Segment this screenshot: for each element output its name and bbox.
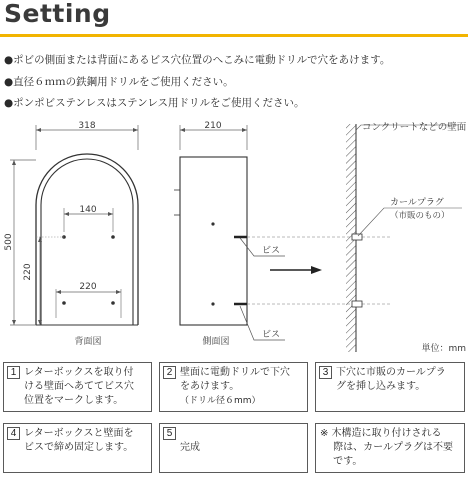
- note-box: [315, 423, 465, 473]
- step-text-line: 完成: [180, 442, 200, 453]
- dimension-depth-label: 210: [204, 121, 222, 131]
- instruction-item: ●ポンポビステンレスはステンレス用ドリルをご使用ください。: [4, 97, 305, 109]
- step-number: 3: [319, 366, 332, 379]
- wall-view: [346, 121, 467, 352]
- step-number: 2: [163, 366, 176, 379]
- note-text-line: です。: [320, 456, 363, 467]
- instruction-item: ●ポビの側面または背面にあるビス穴位置のへこみに電動ドリルで穴をあけます。: [4, 54, 391, 66]
- screw-label-bottom: ビス: [262, 330, 281, 340]
- step-subtext: （ドリル径６mm）: [180, 396, 261, 406]
- step-number: 4: [7, 427, 20, 440]
- step-text-line: レターボックスを取り付: [24, 367, 134, 378]
- wall-label: コンクリートなどの壁面: [362, 122, 467, 133]
- instruction-item: ●直径６ｍｍの鉄鋼用ドリルをご使用ください。: [4, 75, 234, 88]
- side-view-caption: 側面図: [202, 337, 230, 347]
- back-view: [4, 121, 138, 347]
- page-title: Setting: [4, 0, 111, 28]
- installation-diagram: [0, 112, 468, 360]
- back-view-caption: 背面図: [74, 337, 102, 347]
- arrow-right-icon: [311, 266, 322, 274]
- step-text-line: 位置をマークします。: [24, 395, 124, 406]
- step-box: [315, 362, 465, 412]
- dimension-hole-height-label: 220: [23, 263, 33, 281]
- step-text-line: ビスで締め固定します。: [24, 442, 134, 453]
- step-text-line: をあけます。: [180, 381, 240, 392]
- step-text-line: 壁面に電動ドリルで下穴: [180, 367, 290, 378]
- step-text-line: ける壁面へあててビス穴: [24, 381, 134, 392]
- plug-label: カールプラグ: [390, 198, 444, 208]
- unit-label: 単位：mm: [421, 344, 466, 354]
- instruction-list: [4, 50, 390, 115]
- step-text-line: レターボックスと壁面を: [24, 428, 134, 439]
- step-text-line: グを挿し込みます。: [336, 381, 426, 392]
- note-text-line: ※ 木構造に取り付けされる: [320, 428, 442, 439]
- dimension-hole-span-label: 140: [79, 205, 97, 215]
- dimension-bottom-span-label: 220: [79, 282, 97, 292]
- step-box: [159, 423, 308, 473]
- plug-note: （市販のもの）: [390, 211, 450, 221]
- dimension-height-label: 500: [4, 233, 14, 251]
- step-box: [159, 362, 308, 412]
- step-number: 1: [7, 366, 20, 379]
- step-box: [3, 362, 152, 412]
- step-text-line: 下穴に市販のカールプラ: [336, 367, 446, 378]
- dimension-width-label: 318: [78, 121, 96, 131]
- screw-label-top: ビス: [262, 246, 281, 256]
- title-underline: [0, 34, 468, 37]
- step-box: [3, 423, 152, 473]
- note-text-line: 際は、カールプラグは不要: [320, 442, 453, 453]
- step-number: 5: [163, 427, 176, 440]
